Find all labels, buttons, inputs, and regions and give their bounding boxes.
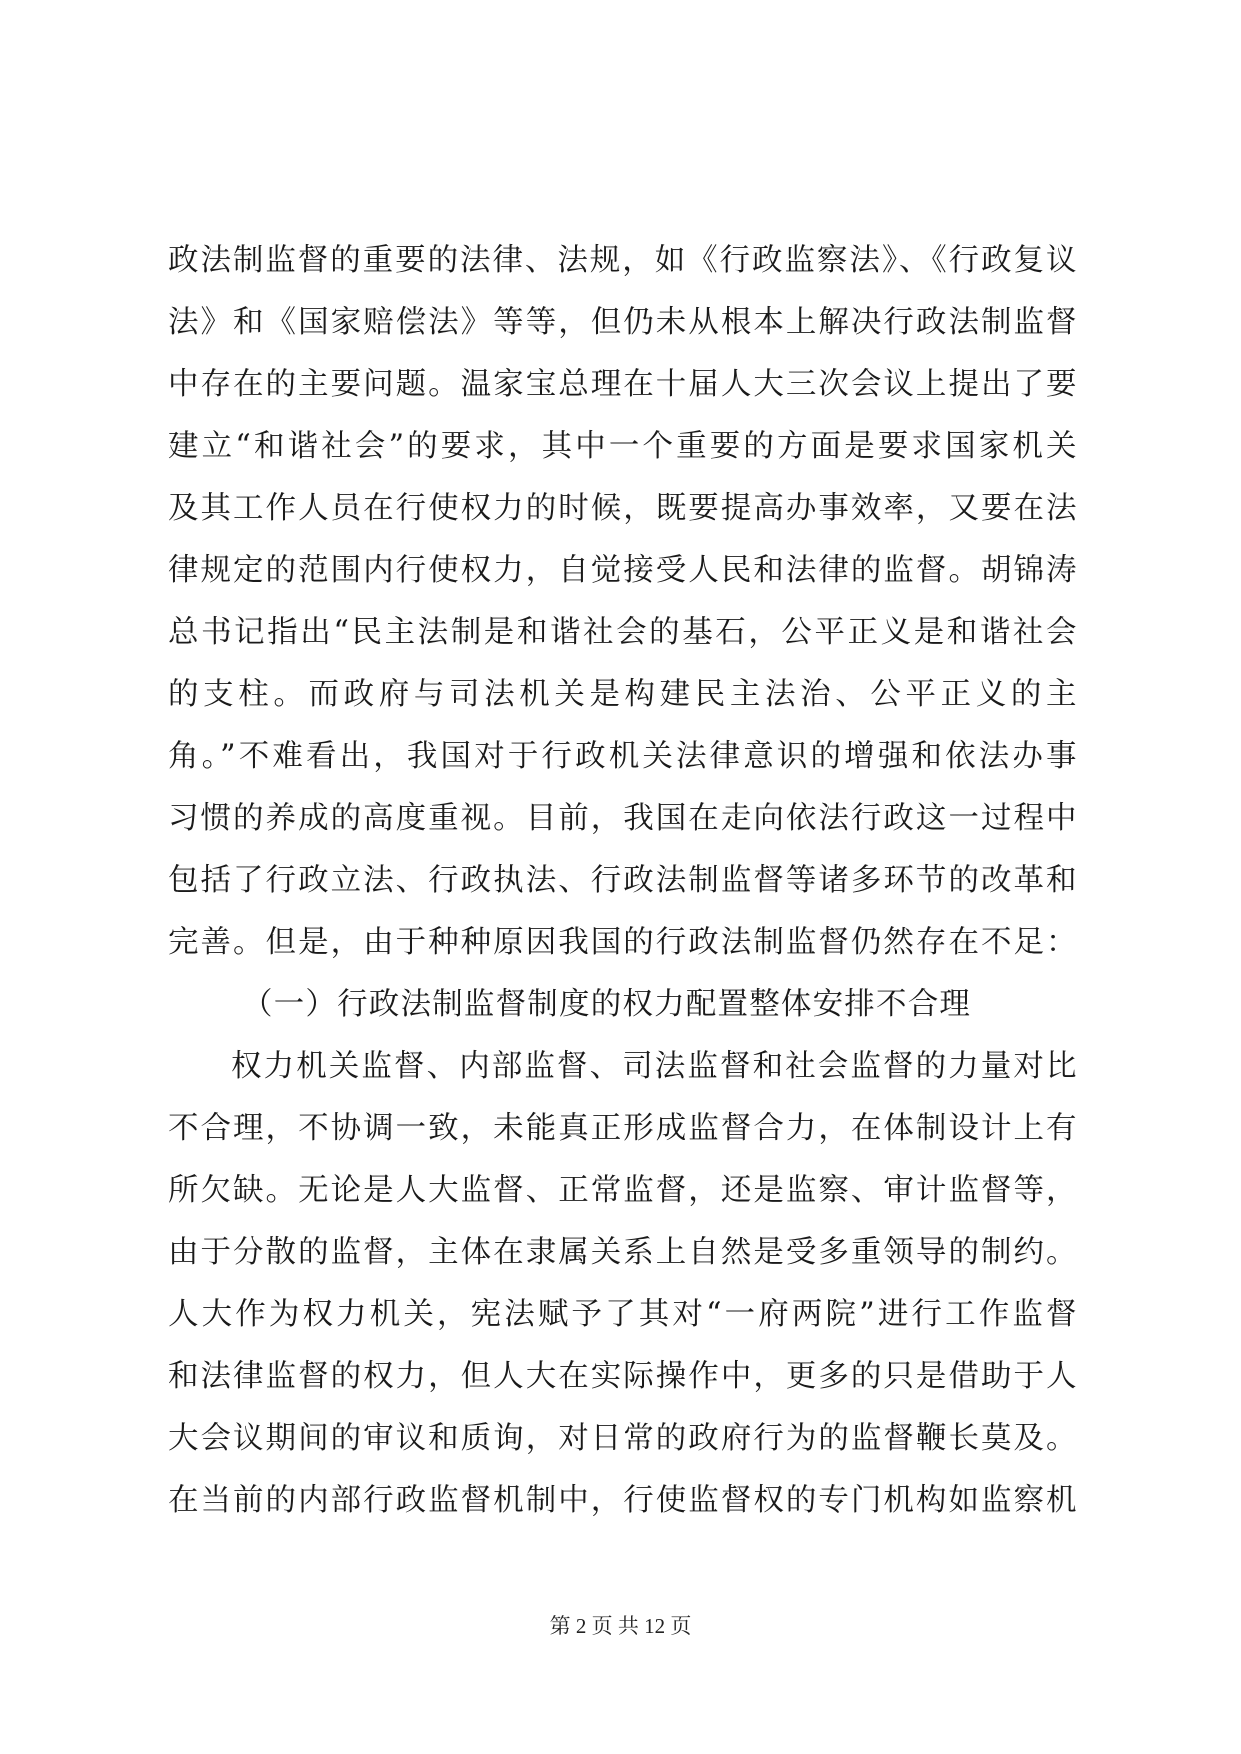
paragraph-line: 包括了行政立法、行政执法、行政法制监督等诸多环节的改革和 [168,863,1078,898]
paragraph-line: 所欠缺。无论是人大监督、正常监督，还是监察、审计监督等， [168,1173,1078,1208]
paragraph-line: 完善。但是，由于种种原因我国的行政法制监督仍然存在不足： [168,925,1078,960]
paragraph-line: 权力机关监督、内部监督、司法监督和社会监督的力量对比 [231,1049,1078,1084]
paragraph-line: 不合理，不协调一致，未能真正形成监督合力，在体制设计上有 [168,1111,1078,1146]
paragraph-line: 在当前的内部行政监督机制中，行使监督权的专门机构如监察机 [168,1483,1078,1518]
paragraph-line: 的支柱。而政府与司法机关是构建民主法治、公平正义的主 [168,677,1078,712]
paragraph-line: 人大作为权力机关，宪法赋予了其对“一府两院”进行工作监督 [168,1297,1078,1332]
paragraph-line: 及其工作人员在行使权力的时候，既要提高办事效率，又要在法 [168,491,1078,526]
paragraph-line: 习惯的养成的高度重视。目前，我国在走向依法行政这一过程中 [168,801,1078,836]
paragraph-line: 由于分散的监督，主体在隶属关系上自然是受多重领导的制约。 [168,1235,1078,1270]
paragraph-line: 建立“和谐社会”的要求，其中一个重要的方面是要求国家机关 [168,429,1078,464]
paragraph-line: 律规定的范围内行使权力，自觉接受人民和法律的监督。胡锦涛 [168,553,1078,588]
paragraph-line: 总书记指出“民主法制是和谐社会的基石，公平正义是和谐社会 [168,615,1078,650]
section-heading: （一）行政法制监督制度的权力配置整体安排不合理 [242,987,972,1022]
paragraph-line: 中存在的主要问题。温家宝总理在十届人大三次会议上提出了要 [168,367,1078,402]
document-body [168,230,1078,1532]
paragraph-line: 政法制监督的重要的法律、法规，如《行政监察法》、《行政复议 [168,243,1078,278]
paragraph-line: 角。”不难看出，我国对于行政机关法律意识的增强和依法办事 [168,739,1078,774]
paragraph-line: 大会议期间的审议和质询，对日常的政府行为的监督鞭长莫及。 [168,1421,1078,1456]
paragraph-line: 法》和《国家赔偿法》等等，但仍未从根本上解决行政法制监督 [168,305,1078,340]
page-number-footer: 第 2 页 共 12 页 [549,1614,692,1638]
paragraph-line: 和法律监督的权力，但人大在实际操作中，更多的只是借助于人 [168,1359,1078,1394]
